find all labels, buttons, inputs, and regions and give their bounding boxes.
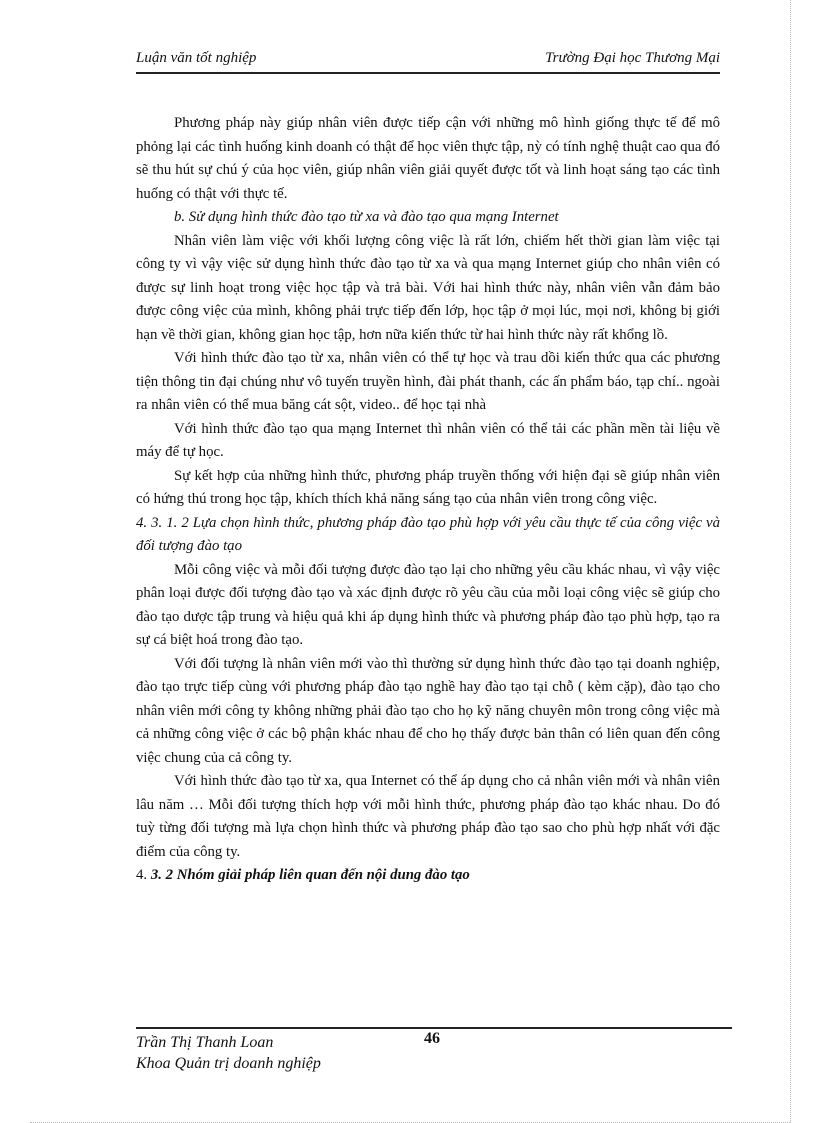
section-heading-title: 3. 2 Nhóm giải pháp liên quan đến nội dung đào tạo [150, 867, 470, 883]
page-header [136, 48, 720, 74]
paragraph-job-requirements: Mỗi công việc và mỗi đối tượng được đào tạo lại cho những yêu cầu khác nhau, vì vậy việc phân loại được đối tượng đào tạo và xác định được rõ yêu cầu của mỗi loại công việc sẽ giúp cho đào tạo dược tập trung và hiệu quả khi áp dụng hình thức và phương pháp đào tạo phù hợp, tạo ra sự cá biệt hoá trong đào tạo. [136, 561, 720, 648]
paragraph-workload: Nhân viên làm việc với khối lượng công việc là rất lớn, chiếm hết thời gian làm việc tại công ty vì vậy việc sử dụng hình thức đào tạo từ xa và qua mạng Internet giúp cho nhân viên có được sự linh hoạt trong việc học tập và trả bài. Với hai hình thức này, nhân viên vẫn đảm bảo được công việc của mình, không phải trực tiếp đến lớp, học tập ở mọi lúc, mọi nơi, không bị giới hạn về thời gian, không gian học tập, hơn nữa kiến thức từ hai hình thức này rất khổng lồ. [136, 232, 720, 343]
footer-divider [136, 1027, 732, 1029]
paragraph-simulation-method: Phương pháp này giúp nhân viên được tiếp cận với những mô hình giống thực tế để mô phỏng lại các tình huống kinh doanh có thật để học viên thực tập, nỳ có tính nghệ thuật cao qua đó sẽ thu hút sự chú ý của học viên, giúp nhân viên giải quyết được tốt và linh hoạt sáng tạo các tình huống có thật với thực tế. [136, 115, 720, 202]
document-body [136, 112, 720, 888]
footer-author: Trần Thị Thanh Loan [136, 1034, 274, 1051]
paragraph-combination: Sự kết hợp của những hình thức, phương pháp truyền thống với hiện đại sẽ giúp nhân viên có hứng thú trong học tập, khích thích khả năng sáng tạo của nhân viên trong công việc. [136, 467, 720, 507]
header-university-name: Trường Đại học Thương Mại [545, 50, 720, 66]
paragraph-distance-learning: Với hình thức đào tạo từ xa, nhân viên có thể tự học và trau dồi kiến thức qua các phương tiện thông tin đại chúng như vô tuyến truyền hình, đài phát thanh, các ấn phẩm báo, tạp chí.. ngoài ra nhân viên có thể mua băng cát sột, video.. để học tại nhà [136, 350, 720, 413]
paragraph-new-employees: Với đối tượng là nhân viên mới vào thì thường sử dụng hình thức đào tạo tại doanh nghiệp, đào tạo trực tiếp cùng với phương pháp đào tạo nghề hay đào tạo tại chỗ ( kèm cặp), đào tạo cho nhân viên mới công ty không những phải đào tạo cho họ kỹ năng chuyên môn trong công việc mà cả những công việc ở các bộ phận khác nhau để cho họ thấy được bản thân có liên quan đến công việc chung của cả công ty. [136, 655, 720, 766]
header-thesis-label: Luận văn tốt nghiệp [136, 50, 257, 66]
section-heading-number: 4. [136, 867, 148, 883]
section-heading-4-3-2 [136, 864, 720, 888]
subheading-remote-training: b. Sử dụng hình thức đào tạo từ xa và đào tạo qua mạng Internet [174, 209, 559, 225]
section-heading-4-3-1-2: 4. 3. 1. 2 Lựa chọn hình thức, phương pháp đào tạo phù hợp với yêu cầu thực tế của công việc và đối tượng đào tạo [136, 514, 720, 554]
page-number: 46 [424, 1030, 440, 1047]
paragraph-internet-learning: Với hình thức đào tạo qua mạng Internet thì nhân viên có thể tải các phần mền tài liệu về máy để tự học. [136, 420, 720, 460]
footer-department: Khoa Quản trị doanh nghiệp [136, 1055, 321, 1072]
paragraph-remote-all-staff: Với hình thức đào tạo từ xa, qua Internet có thể áp dụng cho cả nhân viên mới và nhân viên lâu năm … Mỗi đối tượng thích hợp với mỗi hình thức, phương pháp đào tạo khác nhau. Do đó tuỳ từng đối tượng mà lựa chọn hình thức và phương pháp đào tạo sao cho phù hợp nhất với đặc điểm của công ty. [136, 773, 720, 860]
page-edge-right [790, 0, 791, 1123]
